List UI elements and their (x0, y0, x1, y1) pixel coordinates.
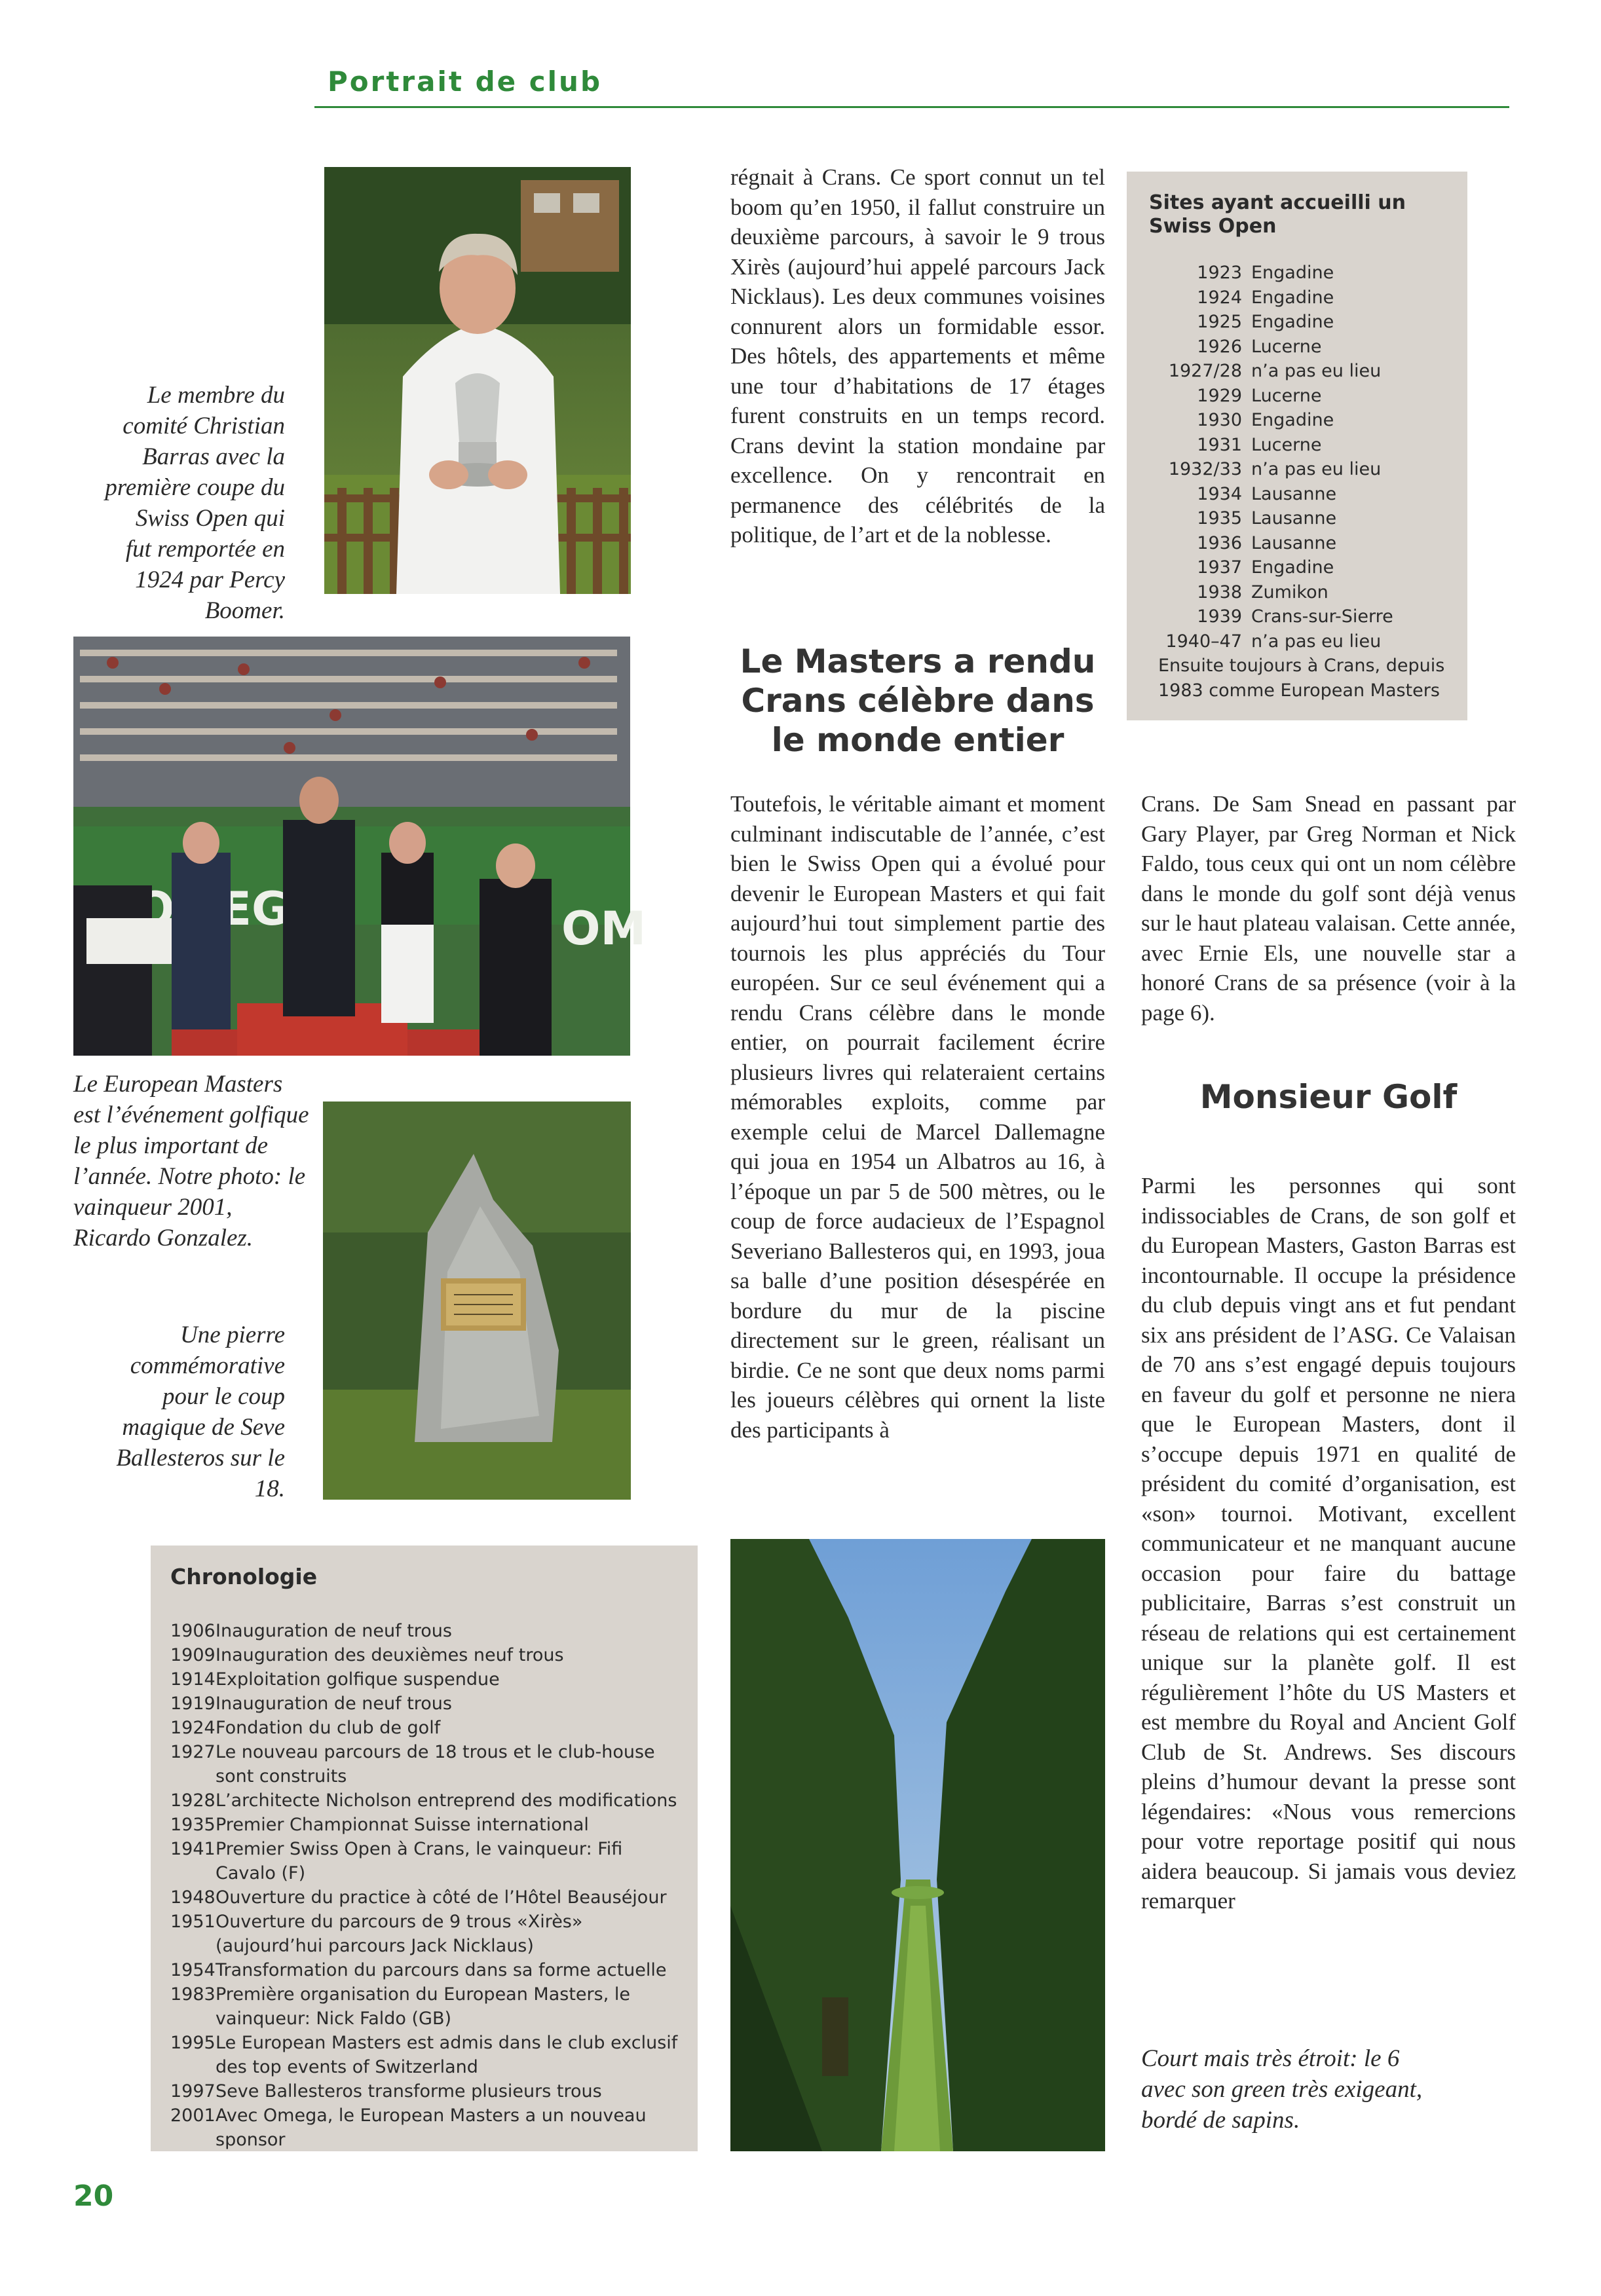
caption-pierre: Une pierre commémorative pour le coup magique de Seve Ballesteros sur le 18. (116, 1322, 285, 1502)
sites-row-place: Lucerne (1251, 336, 1322, 357)
chronologie-row-text: Fondation du club de golf (216, 1718, 441, 1738)
chronologie-row-year: 1997 (170, 2081, 216, 2102)
chronologie-row-text: Le European Masters est admis dans le club exclusif des top events of Switzerland (216, 2033, 678, 2077)
sites-row (1149, 580, 1445, 605)
chronologie-row-year: 1935 (170, 1815, 216, 1835)
chronologie-row (170, 2031, 678, 2079)
sites-row-year: 1940–47 (1165, 631, 1242, 652)
sites-row (1149, 408, 1445, 433)
sites-row-place: n’a pas eu lieu (1251, 631, 1382, 652)
chronologie-row-text: Ouverture du parcours de 9 trous «Xirès» (aujourd’hui parcours Jack Nicklaus) (216, 1912, 583, 1956)
chronologie-row (170, 1837, 678, 1885)
sites-row-year: 1935 (1197, 508, 1242, 528)
chronologie-row-text: Ouverture du practice à côté de l’Hôtel Beauséjour (216, 1887, 667, 1908)
chronologie-row-text: Avec Omega, le European Masters a un nouveau sponsor (216, 2105, 647, 2150)
chronologie-row-year: 2001 (170, 2105, 216, 2126)
sites-box-title: Sites ayant accueilli un Swiss Open (1149, 191, 1406, 238)
sites-box-footer: Ensuite toujours à Crans, depuis 1983 comme European Masters (1158, 656, 1445, 701)
heading-monsieur-golf: Monsieur Golf (1199, 1078, 1458, 1116)
column2-top-text (730, 162, 1105, 550)
sites-row-place: Lucerne (1251, 385, 1322, 406)
chronologie-row (170, 1788, 678, 1813)
chronologie-row-year: 1941 (170, 1839, 216, 1859)
chronologie-box (151, 1546, 698, 2151)
chronologie-row (170, 1982, 678, 2031)
sites-row-year: 1925 (1197, 312, 1242, 332)
sites-row-place: Crans-sur-Sierre (1251, 606, 1393, 627)
section-title: Portrait de club (328, 65, 603, 98)
sites-row (1149, 359, 1445, 384)
sites-row (1149, 531, 1445, 556)
chronologie-box-title: Chronologie (170, 1564, 318, 1589)
chronologie-row-year: 1924 (170, 1718, 216, 1738)
sites-row-year: 1923 (1197, 263, 1242, 283)
sites-row-place: Lausanne (1251, 532, 1337, 553)
column3-top-text (1141, 789, 1516, 1028)
chronologie-row-text: Premier Championnat Suisse international (216, 1815, 589, 1835)
sites-row-year: 1926 (1197, 336, 1242, 357)
chronologie-row-year: 1948 (170, 1887, 216, 1908)
column2-main-paragraph: Toutefois, le véritable aimant et moment culminant indiscutable de l’année, c’est bien le Swiss Open qui a évolué pour devenir le European Masters et qui fait aujourd’hui tout simplement partie des tournois les plus appréciés du Tour européen. Sur ce seul événement qui a rendu Crans célèbre dans le monde entier, on pourrait facilement écrire plusieurs livres qui relateraient certains mémorables exploits, comme par exemple celui de Marcel Dallemagne qui joua en 1954 un Albatros au 16, à l’époque un par 5 de 500 mètres, ou le coup de force audacieux de l’Espagnol Severiano Ballesteros qui, en 1993, joua sa balle d’une position désespérée en bordure du mur de la piscine directement sur le green, réalisant un birdie. Ce ne sont que deux noms parmi les joueurs célèbres qui ornent la liste des participants à (730, 791, 1105, 1443)
sites-row (1149, 482, 1445, 507)
chronologie-list (170, 1619, 678, 2152)
caption-court: Court mais très étroit: le 6 avec son green très exigeant, bordé de sapins. (1141, 2045, 1423, 2134)
photo-christian-barras-trophy (324, 167, 631, 594)
column3-main-paragraph: Parmi les personnes qui sont indissociables de Crans, de son golf et du European Masters, Gaston Barras est incontournable. Il occupe la présidence du club depuis vingt ans et fut pendant six ans président de l’ASG. Ce Valaisan de 70 ans s’est engagé depuis toujours en faveur du golf et personne ne niera que le European Masters, dont il s’occupe depuis 1971 en qualité de président du comité d’organisation, est «son» tournoi. Motivant, excellent communicateur et ne manquant aucune occasion pour faire du battage publicitaire, Barras s’est construit un réseau de relations qui est certainement unique sur la planète golf. Il est régulièrement l’hôte du US Masters et est membre du Royal and Ancient Golf Club de St. Andrews. Ses discours pleins d’humour devant la presse sont légendaires: «Nous vous remercions pour votre reportage positif qui nous aidera beaucoup. Si jamais vous deviez remarquer (1141, 1173, 1516, 1914)
chronologie-row-text: Première organisation du European Masters, le vainqueur: Nick Faldo (GB) (216, 1984, 630, 2029)
sites-row-year: 1929 (1197, 385, 1242, 406)
chronologie-row-year: 1928 (170, 1790, 216, 1811)
caption-christian-barras: Le membre du comité Christian Barras avec la première coupe du Swiss Open qui fut remportée en 1924 par Percy Boomer. (105, 382, 285, 624)
sites-row (1149, 604, 1445, 629)
sites-row-year: 1924 (1197, 287, 1242, 308)
chronologie-row-text: Transformation du parcours dans sa forme actuelle (216, 1960, 667, 1980)
chronologie-row (170, 2103, 678, 2152)
heading-masters: Le Masters a rendu Crans célèbre dans le monde entier (740, 642, 1096, 759)
chronologie-row-year: 1906 (170, 1621, 216, 1641)
sites-row (1149, 286, 1445, 310)
chronologie-row-year: 1914 (170, 1669, 216, 1690)
banner-omega-right-text: OM (561, 902, 647, 955)
sites-row-place: Engadine (1251, 312, 1334, 332)
sites-row-year: 1938 (1197, 582, 1242, 602)
sites-row-year: 1927/28 (1168, 361, 1242, 381)
sites-row (1149, 629, 1445, 654)
chronologie-row-year: 1909 (170, 1645, 216, 1665)
sites-row-place: Engadine (1251, 557, 1334, 578)
sites-row (1149, 310, 1445, 335)
chronologie-row (170, 1716, 678, 1740)
sites-row-place: n’a pas eu lieu (1251, 361, 1382, 381)
chronologie-row-year: 1919 (170, 1694, 216, 1714)
sites-row (1149, 261, 1445, 286)
chronologie-row-text: Le nouveau parcours de 18 trous et le club-house sont construits (216, 1742, 655, 1787)
chronologie-row-year: 1927 (170, 1742, 216, 1762)
chronologie-row-year: 1995 (170, 2033, 216, 2053)
sites-row (1149, 384, 1445, 409)
chronologie-row-text: Exploitation golfique suspendue (216, 1669, 500, 1690)
chronologie-row-text: Inauguration des deuxièmes neuf trous (216, 1645, 564, 1665)
chronologie-row-text: Inauguration de neuf trous (216, 1694, 452, 1714)
chronologie-row (170, 1692, 678, 1716)
column2-top-paragraph: régnait à Crans. Ce sport connut un tel boom qu’en 1950, il fallut construire un deuxième parcours, à savoir le 9 trous Xirès (aujourd’hui appelé parcours Jack Nicklaus). Les deux communes voisines connurent alors un formidable essor. Des hôtels, des appartements et même une tour d’habitations de 17 étages furent construits en un temps record. Crans devint la station mondaine par excellence. On y rencontrait en permanence des célébrités de la politique, de l’art et de la noblesse. (730, 164, 1105, 547)
sites-row (1149, 457, 1445, 482)
chronologie-row (170, 1958, 678, 1982)
sites-row (1149, 555, 1445, 580)
photo-european-masters-podium (73, 637, 647, 1056)
chronologie-row (170, 1643, 678, 1667)
chronologie-row (170, 1910, 678, 1958)
column3-top-paragraph: Crans. De Sam Snead en passant par Gary Player, par Greg Norman et Nick Faldo, tous ceux qui ont un nom célèbre dans le monde du golf sont déjà venus sur le haut plateau valaisan. Cette année, avec Ernie Els, une nouvelle star a honoré Crans de sa présence (voir à la page 6). (1141, 791, 1516, 1026)
sites-list (1149, 261, 1445, 654)
sites-row-place: Engadine (1251, 263, 1334, 283)
sites-row-place: Engadine (1251, 287, 1334, 308)
column3-main-text (1141, 1171, 1516, 1916)
sites-row-place: Lucerne (1251, 434, 1322, 455)
column2-main-text (730, 789, 1105, 1445)
sites-row-year: 1936 (1197, 532, 1242, 553)
sites-row-year: 1931 (1197, 434, 1242, 455)
chronologie-row (170, 2079, 678, 2103)
chronologie-row-year: 1983 (170, 1984, 216, 2005)
photo-fairway (730, 1539, 1105, 2151)
sites-row-place: Zumikon (1251, 582, 1328, 602)
sites-row (1149, 506, 1445, 531)
sites-row-year: 1930 (1197, 410, 1242, 430)
chronologie-row (170, 1740, 678, 1788)
sites-row-year: 1937 (1197, 557, 1242, 578)
chronologie-row-text: Premier Swiss Open à Crans, le vainqueur: Fifi Cavalo (F) (216, 1839, 623, 1883)
chronologie-row (170, 1619, 678, 1643)
sites-row-year: 1934 (1197, 483, 1242, 504)
sites-row (1149, 433, 1445, 458)
caption-european-masters: Le European Masters est l’événement golfique le plus important de l’année. Notre photo: le vainqueur 2001, Ricardo Gonzalez. (73, 1071, 309, 1251)
chronologie-row-year: 1951 (170, 1912, 216, 1932)
sites-row-year: 1939 (1197, 606, 1242, 627)
sites-box (1127, 172, 1467, 720)
sites-row-place: Engadine (1251, 410, 1334, 430)
chronologie-row (170, 1813, 678, 1837)
page-number: 20 (73, 2179, 114, 2213)
chronologie-row-text: Seve Ballesteros transforme plusieurs trous (216, 2081, 602, 2102)
sites-row-place: Lausanne (1251, 508, 1337, 528)
chronologie-row (170, 1885, 678, 1910)
sites-row-year: 1932/33 (1168, 459, 1242, 479)
header-rule (314, 106, 1509, 108)
chronologie-row-year: 1954 (170, 1960, 216, 1980)
sites-row (1149, 335, 1445, 360)
chronologie-row-text: L’architecte Nicholson entreprend des modifications (216, 1790, 677, 1811)
sites-row-place: Lausanne (1251, 483, 1337, 504)
photo-stone-ballesteros (323, 1102, 631, 1500)
chronologie-row-text: Inauguration de neuf trous (216, 1621, 452, 1641)
sites-row-place: n’a pas eu lieu (1251, 459, 1382, 479)
chronologie-row (170, 1667, 678, 1692)
